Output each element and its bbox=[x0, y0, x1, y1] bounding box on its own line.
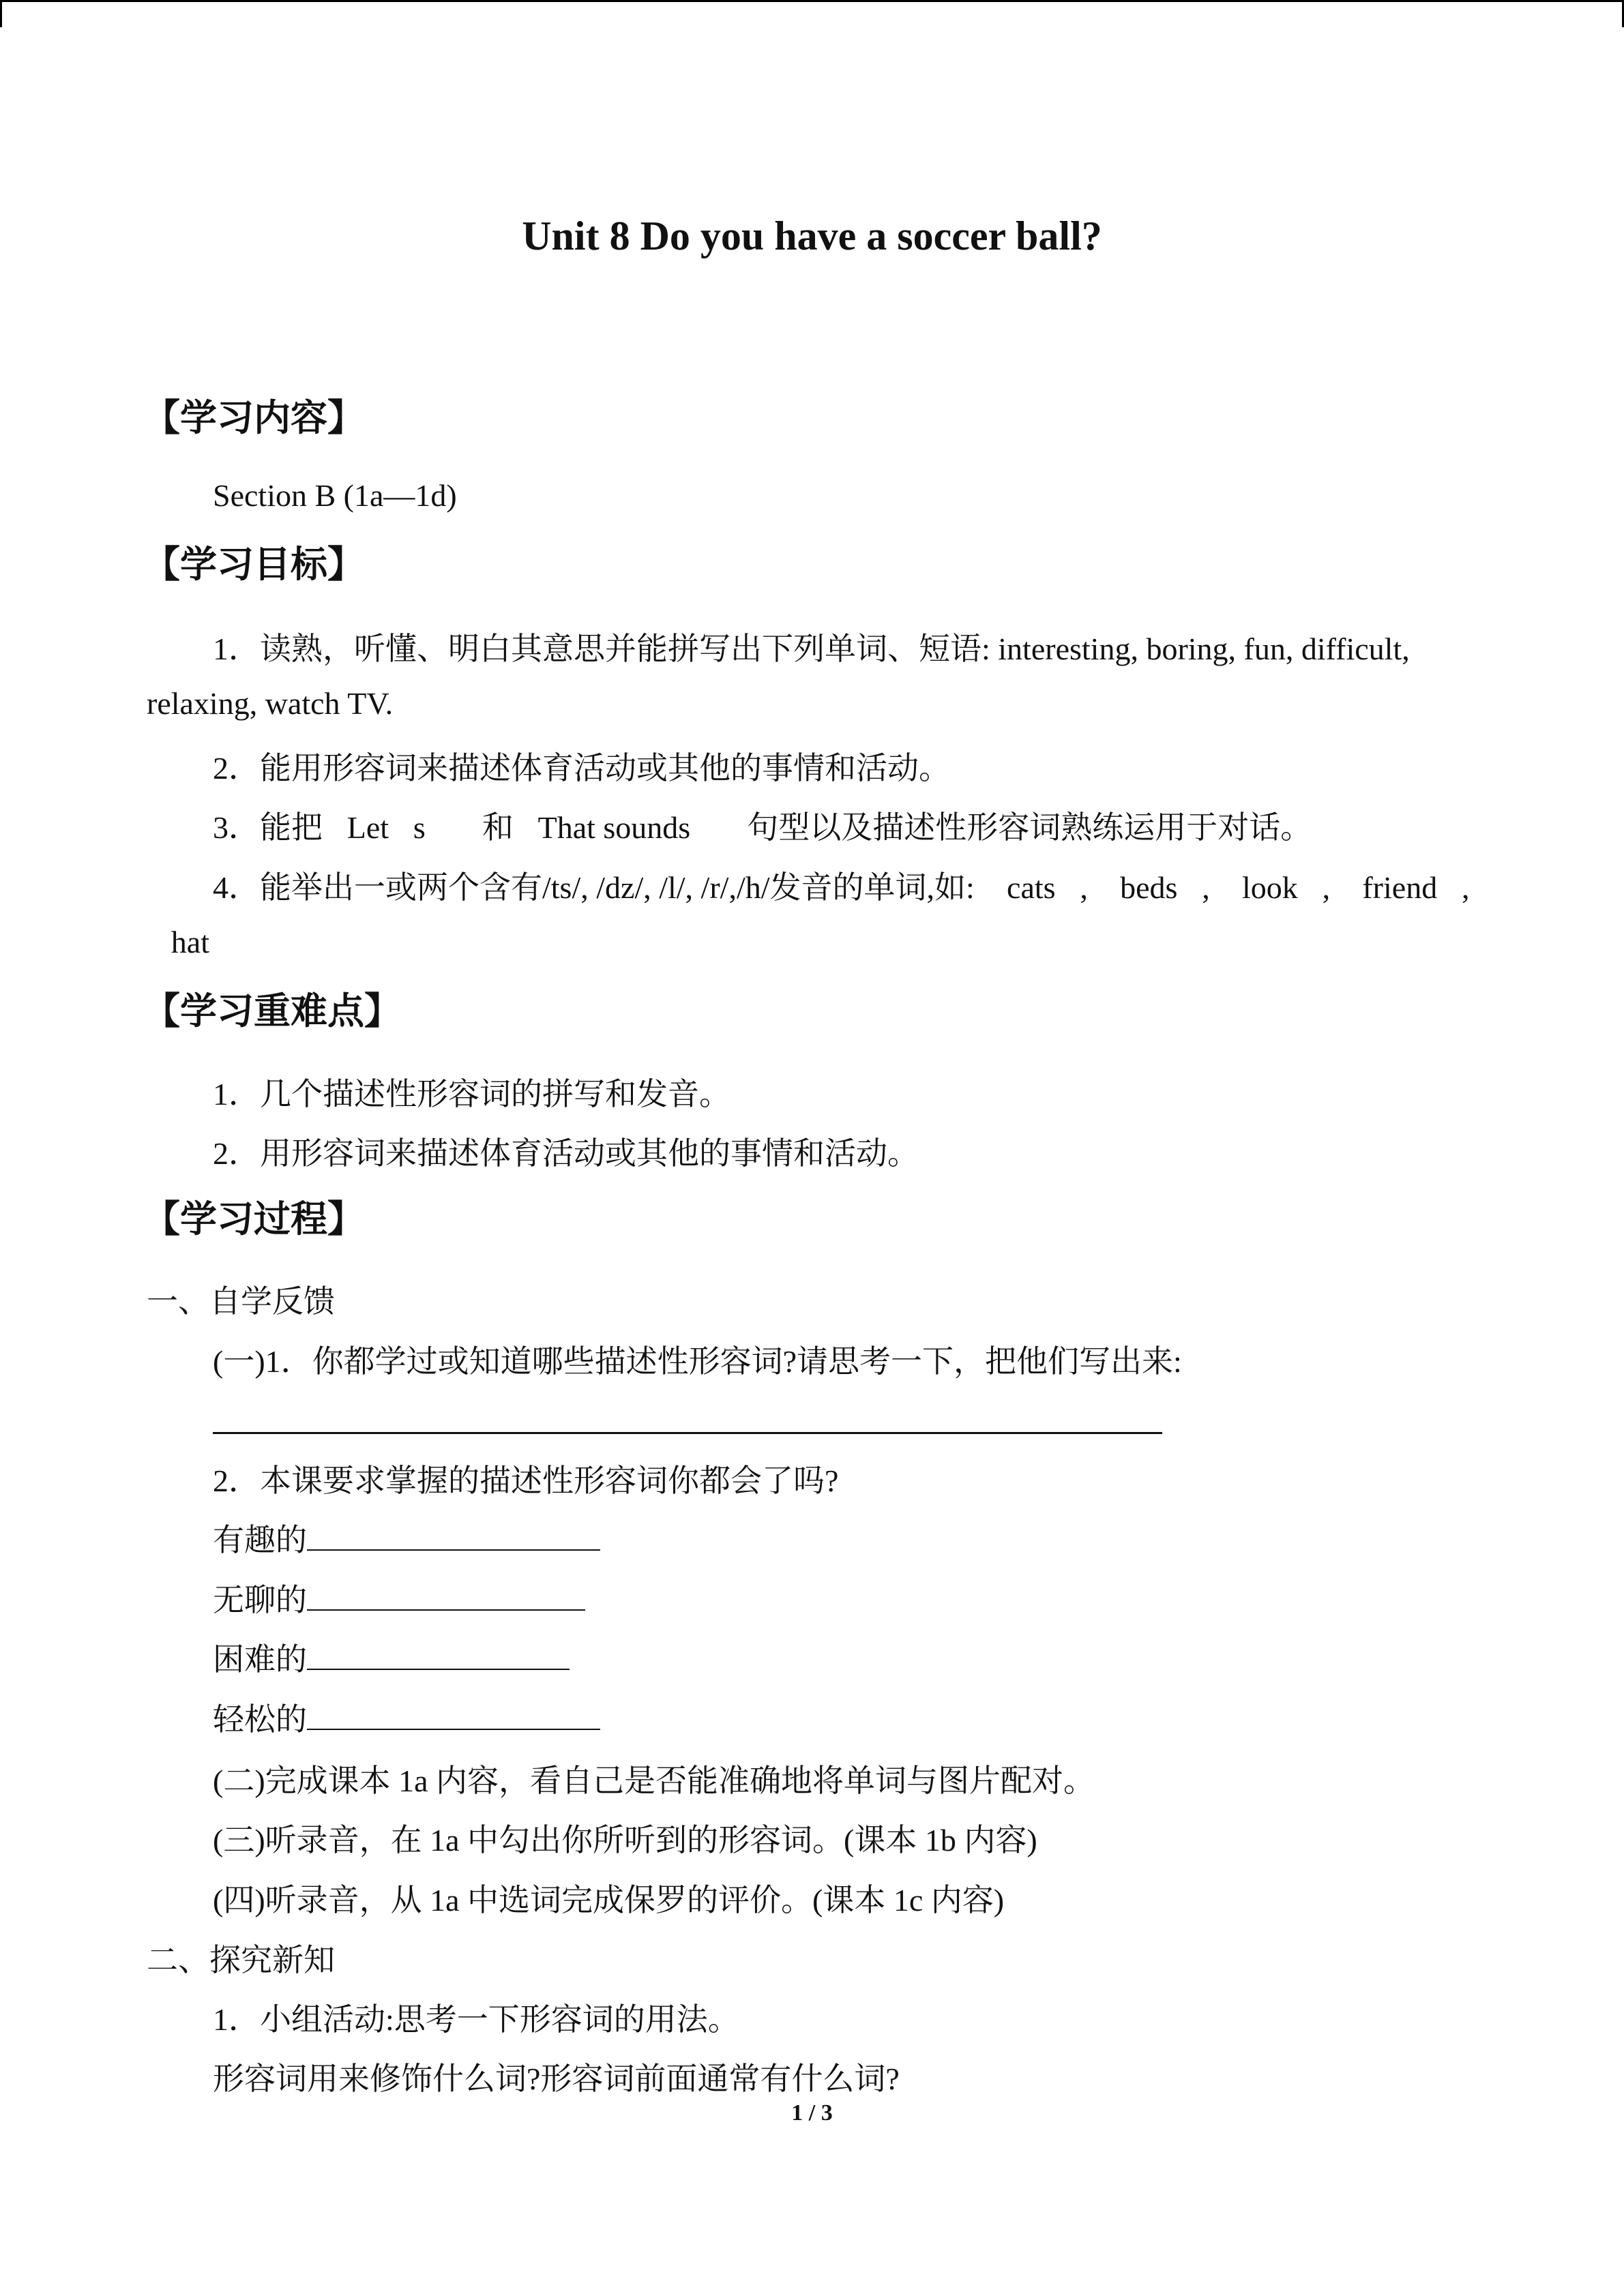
adjective-row-1 bbox=[213, 1515, 600, 1560]
page-number: 1 / 3 bbox=[791, 2100, 833, 2126]
adjective-label-boring: 无聊的 bbox=[213, 1583, 307, 1617]
question-5: (四)听录音，从 1a 中选词完成保罗的评价。(课本 1c 内容) bbox=[213, 1883, 1005, 1918]
goal-1-line-2: relaxing, watch TV. bbox=[147, 686, 394, 721]
adjective-row-4 bbox=[213, 1695, 600, 1740]
page-corner-left bbox=[0, 0, 2, 27]
question-3: (二)完成课本 1a 内容，看自己是否能准确地将单词与图片配对。 bbox=[213, 1763, 1095, 1798]
part-1-title: 一、自学反馈 bbox=[147, 1284, 335, 1319]
heading-study-content: 【学习内容】 bbox=[143, 396, 364, 439]
blank-relaxing[interactable] bbox=[307, 1701, 600, 1730]
question-4: (三)听录音，在 1a 中勾出你所听到的形容词。(课本 1b 内容) bbox=[213, 1823, 1037, 1858]
adjective-label-interesting: 有趣的 bbox=[213, 1523, 307, 1557]
heading-study-process: 【学习过程】 bbox=[143, 1197, 364, 1240]
blank-boring[interactable] bbox=[307, 1582, 585, 1611]
goal-2: 2．能用形容词来描述体育活动或其他的事情和活动。 bbox=[213, 751, 950, 786]
blank-difficult[interactable] bbox=[307, 1641, 570, 1670]
page-top-border bbox=[0, 0, 1624, 2]
adjective-row-3 bbox=[213, 1635, 570, 1680]
key-point-2: 2．用形容词来描述体育活动或其他的事情和活动。 bbox=[213, 1136, 919, 1171]
goal-3: 3．能把 Let s   和 That sounds   句型以及描述性形容词熟练运用于对话。 bbox=[213, 810, 1312, 845]
goal-4-line-1: 4．能举出一或两个含有/ts/, /dz/, /l/, /r/,/h/发音的单词,如:  cats ,  beds ,  look ,  friend , bbox=[213, 870, 1470, 905]
heading-study-goals: 【学习目标】 bbox=[143, 543, 364, 586]
key-point-1: 1．几个描述性形容词的拼写和发音。 bbox=[213, 1077, 730, 1112]
task-1: 1．小组活动:思考一下形容词的用法。 bbox=[213, 2002, 739, 2037]
goal-4-line-2:  hat  bbox=[147, 925, 234, 959]
question-2: 2．本课要求掌握的描述性形容词你都会了吗? bbox=[213, 1463, 839, 1498]
study-content-text: Section B (1a—1d) bbox=[213, 478, 457, 513]
blank-interesting[interactable] bbox=[307, 1522, 600, 1551]
task-2: 形容词用来修饰什么词?形容词前面通常有什么词? bbox=[213, 2061, 900, 2096]
heading-key-points: 【学习重难点】 bbox=[143, 989, 401, 1032]
answer-line-1[interactable] bbox=[213, 1432, 1162, 1434]
part-2-title: 二、探究新知 bbox=[147, 1943, 335, 1978]
document-title: Unit 8 Do you have a soccer ball? bbox=[522, 213, 1102, 258]
goal-1-line-1: 1．读熟，听懂、明白其意思并能拼写出下列单词、短语: interesting, boring, fun, difficult, bbox=[213, 631, 1410, 666]
adjective-label-difficult: 困难的 bbox=[213, 1642, 307, 1677]
adjective-row-2 bbox=[213, 1575, 585, 1620]
question-1: (一)1．你都学过或知道哪些描述性形容词?请思考一下，把他们写出来: bbox=[213, 1344, 1182, 1379]
adjective-label-relaxing: 轻松的 bbox=[213, 1702, 307, 1737]
